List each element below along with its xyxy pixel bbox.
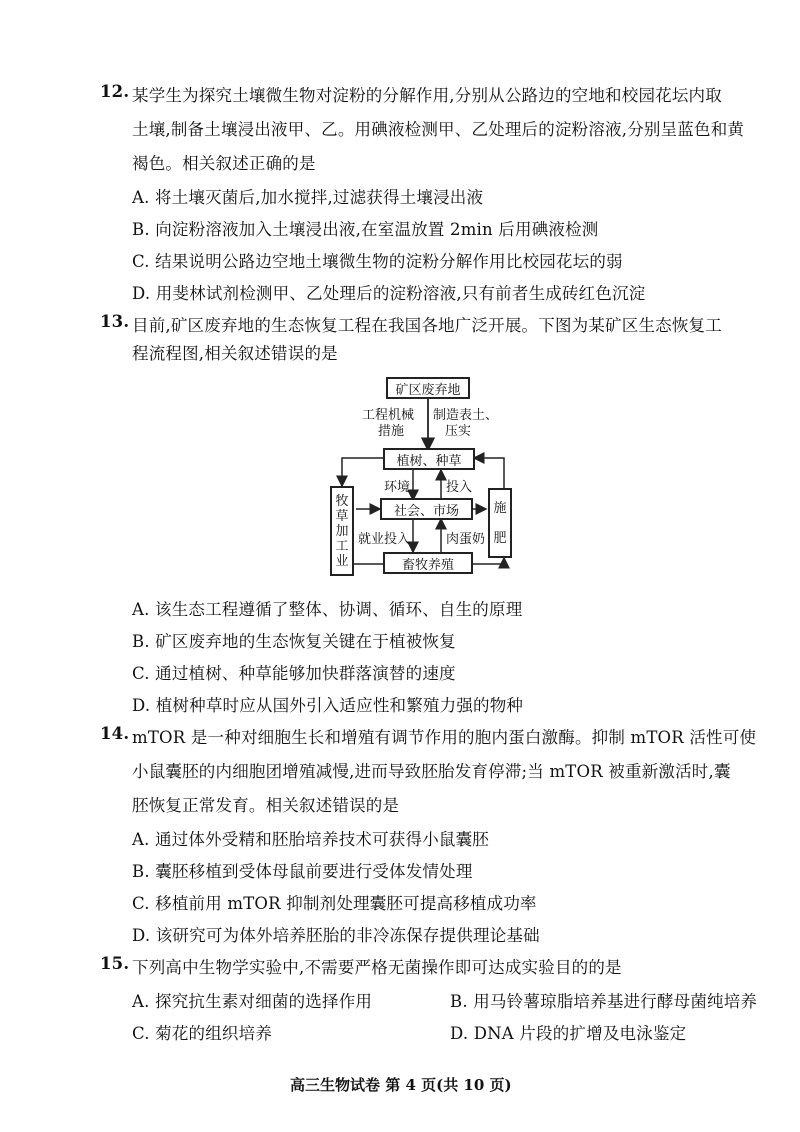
- box-abandoned-mine: 矿区废弃地: [386, 377, 470, 399]
- q15-number: 15.: [100, 954, 130, 973]
- forage-char: 草: [335, 508, 349, 524]
- label-make-topsoil: 制造表土、: [433, 408, 499, 423]
- q15-option-c: C. 菊花的组织培养: [132, 1024, 273, 1043]
- forage-char: 牧: [335, 493, 349, 509]
- q14-number: 14.: [100, 724, 130, 743]
- forage-char: 业: [335, 553, 349, 569]
- q15-option-d: D. DNA 片段的扩增及电泳鉴定: [450, 1024, 687, 1043]
- label-measures: 措施: [378, 424, 405, 439]
- forage-char: 加: [335, 523, 349, 539]
- q15-stem: 下列高中生物学实验中,不需要严格无菌操作即可达成实验目的的是: [132, 958, 622, 977]
- q12-stem-line: 褐色。相关叙述正确的是: [132, 154, 316, 173]
- ecological-restoration-flowchart: [328, 372, 528, 584]
- label-investment: 投入: [446, 480, 473, 495]
- q14-stem-line: mTOR 是一种对细胞生长和增殖有调节作用的胞内蛋白激酶。抑制 mTOR 活性可使: [132, 728, 757, 747]
- label-meat-egg-milk: 肉蛋奶: [446, 532, 486, 547]
- q13-number: 13.: [100, 312, 130, 331]
- q14-stem-line: 胚恢复正常发育。相关叙述错误的是: [132, 796, 400, 815]
- box-fertilize: [488, 488, 512, 558]
- q14-option-d: D. 该研究可为体外培养胚胎的非冷冻保存提供理论基础: [132, 926, 540, 945]
- box-society-market: 社会、市场: [380, 498, 473, 520]
- q12-number: 12.: [100, 82, 130, 101]
- q13-option-d: D. 植树种草时应从国外引入适应性和繁殖力强的物种: [132, 696, 524, 715]
- q13-option-b: B. 矿区废弃地的生态恢复关键在于植被恢复: [132, 632, 456, 651]
- q14-option-a: A. 通过体外受精和胚胎培养技术可获得小鼠囊胚: [132, 830, 490, 849]
- arrow-plant-to-forage: [342, 458, 383, 486]
- q12-option-b: B. 向淀粉溶液加入土壤浸出液,在室温放置 2min 后用碘液检测: [132, 220, 599, 239]
- q15-option-b: B. 用马铃薯琼脂培养基进行酵母菌纯培养: [450, 992, 758, 1011]
- label-environment: 环境: [384, 480, 411, 495]
- q12-stem-line: 某学生为探究土壤微生物对淀粉的分解作用,分别从公路边的空地和校园花坛内取: [132, 86, 722, 105]
- box-plant-trees-grass: 植树、种草: [383, 448, 475, 470]
- q13-option-a: A. 该生态工程遵循了整体、协调、循环、自生的原理: [132, 600, 523, 619]
- q13-stem-line: 程流程图,相关叙述错误的是: [132, 344, 338, 363]
- label-engineering-machinery: 工程机械: [362, 408, 415, 423]
- box-livestock-farming: 畜牧养殖: [383, 552, 473, 574]
- q13-option-c: C. 通过植树、种草能够加快群落演替的速度: [132, 664, 456, 683]
- q12-stem-line: 土壤,制备土壤浸出液甲、乙。用碘液检测甲、乙处理后的淀粉溶液,分别呈蓝色和黄: [132, 120, 745, 139]
- arrow-fertilize-to-plant: [474, 458, 504, 488]
- q14-option-b: B. 囊胚移植到受体母鼠前要进行受体发情处理: [132, 862, 473, 881]
- q13-stem-line: 目前,矿区废弃地的生态恢复工程在我国各地广泛开展。下图为某矿区生态恢复工: [132, 316, 722, 335]
- q14-stem-line: 小鼠囊胚的内细胞团增殖减慢,进而导致胚胎发育停滞;当 mTOR 被重新激活时,囊: [132, 762, 731, 781]
- q14-option-c: C. 移植前用 mTOR 抑制剂处理囊胚可提高移植成功率: [132, 894, 537, 913]
- fertilize-char: 肥: [493, 530, 507, 546]
- box-forage-processing: [330, 486, 354, 576]
- arrow-livestock-to-fertilize: [473, 558, 504, 564]
- q15-option-a: A. 探究抗生素对细菌的选择作用: [132, 992, 373, 1011]
- label-job-investment: 就业投入: [358, 532, 411, 547]
- forage-char: 工: [335, 538, 349, 554]
- page-footer: 高三生物试卷 第 4 页(共 10 页): [290, 1076, 512, 1094]
- label-compaction: 压实: [445, 424, 472, 439]
- q12-option-d: D. 用斐林试剂检测甲、乙处理后的淀粉溶液,只有前者生成砖红色沉淀: [132, 284, 646, 303]
- q12-option-c: C. 结果说明公路边空地土壤微生物的淀粉分解作用比校园花坛的弱: [132, 252, 623, 271]
- q12-option-a: A. 将土壤灭菌后,加水搅拌,过滤获得土壤浸出液: [132, 188, 484, 207]
- fertilize-char: 施: [493, 500, 507, 516]
